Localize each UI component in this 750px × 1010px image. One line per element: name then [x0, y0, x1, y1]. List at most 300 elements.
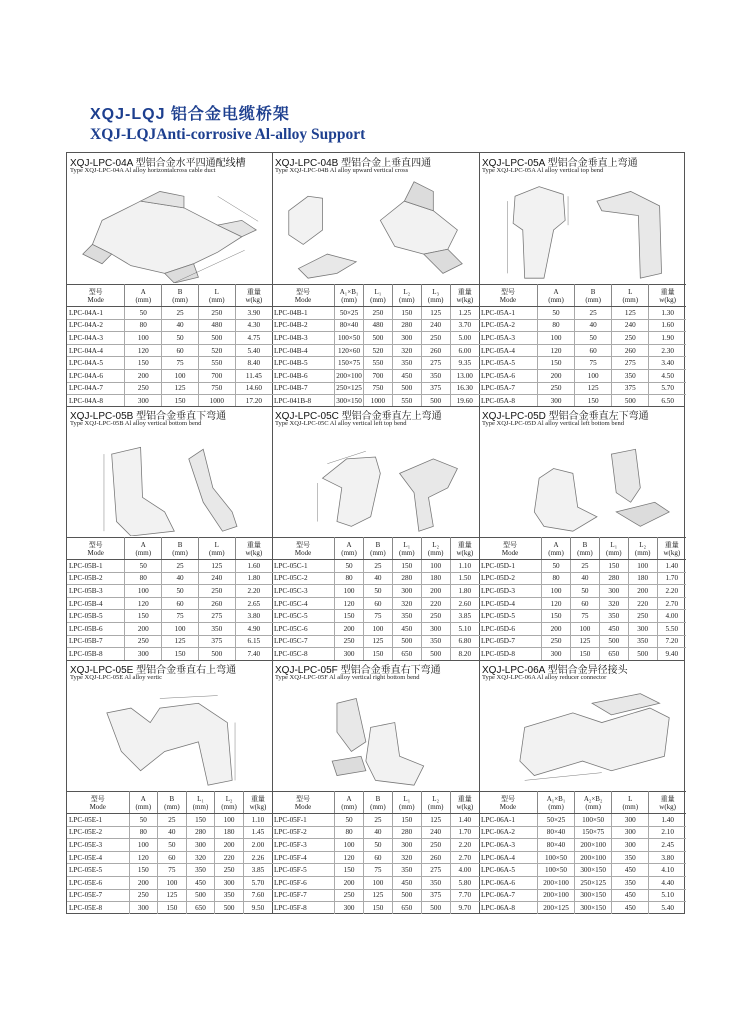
- model-cell: LPC-04B-7: [272, 382, 335, 395]
- table-row: [479, 319, 686, 332]
- model-cell: LPC-04A-2: [67, 319, 125, 332]
- value-cell: 80×40: [537, 826, 574, 839]
- value-cell: 125: [421, 814, 450, 827]
- header-label: 重量: [246, 287, 261, 296]
- spec-table: [272, 537, 479, 660]
- value-cell: 50: [537, 307, 574, 320]
- header-label: A: [140, 794, 146, 803]
- spec-header-cell: [129, 792, 158, 814]
- product-panel: [272, 406, 479, 660]
- value-cell: 150: [129, 864, 158, 877]
- spec-header-cell: [335, 792, 364, 814]
- value-cell: 100: [628, 560, 657, 573]
- value-cell: 280: [392, 319, 421, 332]
- header-unit: Mode: [87, 295, 104, 304]
- spec-header-cell: [657, 538, 686, 560]
- header-unit: w(kg): [245, 295, 263, 304]
- value-cell: 7.60: [243, 889, 272, 902]
- value-cell: 350: [392, 357, 421, 370]
- value-cell: 2.65: [235, 597, 272, 610]
- value-cell: 9.70: [450, 902, 479, 914]
- panel-title: XQJ-LPC-05F 型铝合金垂直右下弯通: [275, 665, 441, 676]
- table-row: [67, 307, 272, 320]
- header-unit: (mm): [585, 295, 601, 304]
- model-cell: LPC-05E-7: [67, 889, 129, 902]
- value-cell: 500: [392, 889, 421, 902]
- model-cell: LPC-06A-8: [479, 902, 537, 914]
- value-cell: 40: [363, 826, 392, 839]
- value-cell: 125: [421, 307, 450, 320]
- header-label: A: [346, 540, 352, 549]
- value-cell: 260: [612, 344, 649, 357]
- header-label: L₁: [403, 794, 411, 803]
- value-cell: 520: [363, 344, 392, 357]
- value-cell: 300: [612, 839, 649, 852]
- header-label: 重量: [457, 287, 472, 296]
- header-unit: (mm): [606, 548, 622, 557]
- model-cell: LPC-04B-2: [272, 319, 335, 332]
- value-cell: 125: [575, 382, 612, 395]
- value-cell: 350: [612, 851, 649, 864]
- value-cell: 500: [421, 395, 450, 406]
- header-label: 型号: [296, 794, 311, 803]
- value-cell: 120: [542, 597, 571, 610]
- spec-table: [479, 284, 686, 406]
- model-cell: LPC-05B-4: [67, 597, 125, 610]
- model-cell: LPC-05E-6: [67, 876, 129, 889]
- value-cell: 4.90: [235, 622, 272, 635]
- spec-header-cell: [649, 285, 686, 307]
- value-cell: 500: [363, 332, 392, 345]
- value-cell: 320: [599, 597, 628, 610]
- value-cell: 450: [612, 889, 649, 902]
- value-cell: 80: [537, 319, 574, 332]
- spec-header-cell: [421, 285, 450, 307]
- value-cell: 500: [186, 889, 215, 902]
- value-cell: 200: [542, 622, 571, 635]
- value-cell: 100: [158, 876, 187, 889]
- value-cell: 150: [570, 648, 599, 660]
- model-cell: LPC-05D-1: [479, 560, 542, 573]
- spec-header-row: [272, 792, 479, 814]
- value-cell: 500: [421, 648, 450, 660]
- header-unit: Mode: [89, 802, 106, 811]
- header-label: L₂: [639, 540, 647, 549]
- product-illustration: [272, 430, 479, 536]
- table-row: [67, 585, 272, 598]
- value-cell: 5.10: [649, 889, 686, 902]
- value-cell: 2.60: [450, 597, 479, 610]
- value-cell: 250: [612, 332, 649, 345]
- model-cell: LPC-04A-3: [67, 332, 125, 345]
- model-cell: LPC-05B-7: [67, 635, 125, 648]
- table-row: [67, 864, 272, 877]
- value-cell: 5.50: [657, 622, 686, 635]
- value-cell: 75: [575, 357, 612, 370]
- value-cell: 450: [392, 369, 421, 382]
- table-row: [479, 357, 686, 370]
- header-unit: (mm): [548, 295, 564, 304]
- spec-table: [67, 791, 272, 914]
- model-cell: LPC-05A-1: [479, 307, 537, 320]
- header-label: 重量: [660, 794, 675, 803]
- value-cell: 5.00: [450, 332, 479, 345]
- table-row: [272, 307, 479, 320]
- table-row: [272, 597, 479, 610]
- value-cell: 1.25: [450, 307, 479, 320]
- spec-header-cell: [67, 792, 129, 814]
- value-cell: 40: [575, 319, 612, 332]
- spec-header-cell: [198, 538, 235, 560]
- value-cell: 50: [542, 560, 571, 573]
- value-cell: 4.10: [649, 864, 686, 877]
- model-cell: LPC-05F-5: [272, 864, 335, 877]
- value-cell: 50: [129, 814, 158, 827]
- value-cell: 350: [421, 635, 450, 648]
- table-row: [479, 622, 686, 635]
- header-unit: Mode: [499, 295, 517, 304]
- panel-title: XQJ-LPC-06A 型铝合金异径接头: [482, 665, 628, 676]
- header-unit: (mm): [341, 548, 357, 557]
- value-cell: 250: [421, 332, 450, 345]
- model-cell: LPC-06A-5: [479, 864, 537, 877]
- value-cell: 150: [392, 560, 421, 573]
- value-cell: 450: [186, 876, 215, 889]
- table-row: [272, 851, 479, 864]
- value-cell: 300: [186, 839, 215, 852]
- value-cell: 260: [198, 597, 235, 610]
- header-unit: w(kg): [659, 802, 677, 811]
- value-cell: 100×50: [575, 814, 612, 827]
- value-cell: 500: [421, 902, 450, 914]
- value-cell: 100: [542, 585, 571, 598]
- table-row: [272, 319, 479, 332]
- table-row: [479, 635, 686, 648]
- model-cell: LPC-06A-4: [479, 851, 537, 864]
- value-cell: 40: [158, 826, 187, 839]
- value-cell: 80: [125, 572, 162, 585]
- product-panel: [479, 406, 686, 660]
- page-header: [90, 104, 365, 145]
- table-row: [479, 839, 686, 852]
- model-cell: LPC-04B-6: [272, 369, 335, 382]
- table-row: [67, 814, 272, 827]
- panel-subtitle: Type XQJ-LPC-05C Al alloy vertical left top bend: [275, 420, 407, 427]
- value-cell: 300: [215, 876, 244, 889]
- table-row: [67, 876, 272, 889]
- header-label: B: [169, 794, 175, 803]
- value-cell: 200×125: [537, 902, 574, 914]
- table-row: [67, 648, 272, 660]
- spec-header-cell: [235, 285, 272, 307]
- header-label: 重量: [250, 794, 265, 803]
- table-row: [272, 902, 479, 914]
- model-cell: LPC-05F-2: [272, 826, 335, 839]
- value-cell: 50: [363, 839, 392, 852]
- model-cell: LPC-05B-3: [67, 585, 125, 598]
- value-cell: 550: [198, 357, 235, 370]
- value-cell: 250: [363, 307, 392, 320]
- value-cell: 50×25: [335, 307, 364, 320]
- panel-title: XQJ-LPC-04B 型铝合金上垂直四通: [275, 158, 432, 169]
- spec-header-cell: [599, 538, 628, 560]
- value-cell: 320: [392, 344, 421, 357]
- spec-header-cell: [235, 538, 272, 560]
- value-cell: 6.00: [450, 344, 479, 357]
- value-cell: 200: [537, 369, 574, 382]
- value-cell: 650: [599, 648, 628, 660]
- value-cell: 750: [198, 382, 235, 395]
- value-cell: 180: [421, 572, 450, 585]
- value-cell: 350: [186, 864, 215, 877]
- header-label: A₁×B₁: [339, 287, 359, 296]
- spec-header-row: [67, 792, 272, 814]
- header-label: 型号: [500, 794, 515, 803]
- value-cell: 3.70: [450, 319, 479, 332]
- value-cell: 80×40: [537, 839, 574, 852]
- product-panel: [272, 153, 479, 406]
- header-unit: (mm): [135, 802, 152, 811]
- value-cell: 700: [363, 369, 392, 382]
- model-cell: LPC-05A-8: [479, 395, 537, 406]
- header-unit: (mm): [370, 295, 386, 304]
- product-illustration: [272, 177, 479, 283]
- value-cell: 500: [198, 332, 235, 345]
- model-cell: LPC-05A-5: [479, 357, 537, 370]
- spec-header-cell: [479, 285, 537, 307]
- product-panel: [67, 153, 272, 406]
- value-cell: 200: [129, 876, 158, 889]
- page-title-en: XQJ-LQJAnti-corrosive Al-alloy Support: [90, 126, 366, 143]
- header-unit: (mm): [164, 802, 180, 811]
- header-unit: (mm): [370, 802, 386, 811]
- model-cell: LPC-05C-1: [272, 560, 335, 573]
- header-unit: w(kg): [245, 548, 263, 557]
- header-label: L₂: [225, 794, 233, 803]
- value-cell: 180: [215, 826, 244, 839]
- value-cell: 150: [575, 395, 612, 406]
- header-unit: (mm): [622, 802, 639, 811]
- model-cell: LPC-04B-4: [272, 344, 335, 357]
- model-cell: LPC-05A-6: [479, 369, 537, 382]
- header-label: B: [375, 794, 381, 803]
- header-unit: (mm): [135, 548, 152, 557]
- value-cell: 375: [421, 382, 450, 395]
- model-cell: LPC-05E-5: [67, 864, 129, 877]
- model-cell: LPC-05A-4: [479, 344, 537, 357]
- model-cell: LPC-05F-1: [272, 814, 335, 827]
- value-cell: 150: [186, 814, 215, 827]
- spec-table: [67, 284, 272, 406]
- value-cell: 300×150: [575, 864, 612, 877]
- product-panel: [479, 660, 686, 914]
- value-cell: 1.10: [450, 560, 479, 573]
- value-cell: 50×25: [537, 814, 574, 827]
- value-cell: 80: [335, 572, 364, 585]
- table-row: [67, 332, 272, 345]
- value-cell: 500: [198, 648, 235, 660]
- value-cell: 60: [158, 851, 187, 864]
- value-cell: 260: [421, 344, 450, 357]
- spec-header-row: [272, 538, 479, 560]
- value-cell: 200×100: [335, 369, 364, 382]
- value-cell: 17.20: [235, 395, 272, 406]
- value-cell: 320: [186, 851, 215, 864]
- value-cell: 350: [421, 369, 450, 382]
- value-cell: 125: [612, 307, 649, 320]
- value-cell: 350: [215, 889, 244, 902]
- header-unit: (mm): [172, 548, 188, 557]
- value-cell: 4.75: [235, 332, 272, 345]
- value-cell: 2.70: [450, 851, 479, 864]
- value-cell: 100: [575, 369, 612, 382]
- value-cell: 100: [162, 369, 199, 382]
- value-cell: 450: [392, 622, 421, 635]
- model-cell: LPC-05E-1: [67, 814, 129, 827]
- value-cell: 200×100: [575, 839, 612, 852]
- spec-header-cell: [450, 792, 479, 814]
- value-cell: 150: [125, 610, 162, 623]
- value-cell: 250: [125, 635, 162, 648]
- panel-title: XQJ-LPC-05D 型铝合金垂直左下弯通: [482, 411, 649, 422]
- value-cell: 80: [542, 572, 571, 585]
- model-cell: LPC-05F-6: [272, 876, 335, 889]
- value-cell: 300: [542, 648, 571, 660]
- value-cell: 300: [612, 826, 649, 839]
- value-cell: 300×150: [575, 902, 612, 914]
- panel-subtitle: Type XQJ-LPC-06A Al alloy reducer connector: [482, 674, 607, 681]
- value-cell: 120×60: [335, 344, 364, 357]
- spec-header-cell: [272, 285, 335, 307]
- header-unit: (mm): [427, 548, 444, 557]
- value-cell: 4.50: [649, 369, 686, 382]
- value-cell: 200×100: [537, 889, 574, 902]
- value-cell: 150: [158, 902, 187, 914]
- header-label: B: [177, 287, 183, 296]
- header-unit: Mode: [294, 802, 312, 811]
- value-cell: 300: [599, 585, 628, 598]
- table-row: [67, 622, 272, 635]
- value-cell: 25: [363, 814, 392, 827]
- spec-header-row: [479, 538, 686, 560]
- value-cell: 8.40: [235, 357, 272, 370]
- spec-header-cell: [162, 538, 199, 560]
- value-cell: 240: [612, 319, 649, 332]
- table-row: [67, 889, 272, 902]
- value-cell: 14.60: [235, 382, 272, 395]
- value-cell: 1.40: [657, 560, 686, 573]
- value-cell: 250×125: [335, 382, 364, 395]
- value-cell: 275: [421, 864, 450, 877]
- table-row: [272, 864, 479, 877]
- table-row: [479, 864, 686, 877]
- value-cell: 125: [363, 889, 392, 902]
- value-cell: 375: [421, 889, 450, 902]
- header-unit: w(kg): [456, 295, 474, 304]
- value-cell: 16.30: [450, 382, 479, 395]
- value-cell: 4.40: [649, 876, 686, 889]
- product-illustration: [479, 684, 686, 790]
- header-label: L: [214, 287, 219, 296]
- panel-subtitle: Type XQJ-LPC-05D Al alloy vertical left bottom bend: [482, 420, 624, 427]
- spec-header-cell: [392, 538, 421, 560]
- panel-subtitle: Type XQJ-LPC-05A Al alloy vertical top bend: [482, 167, 604, 174]
- value-cell: 120: [125, 344, 162, 357]
- value-cell: 4.00: [450, 864, 479, 877]
- table-row: [272, 357, 479, 370]
- value-cell: 150: [125, 357, 162, 370]
- value-cell: 5.80: [450, 876, 479, 889]
- model-cell: LPC-05A-7: [479, 382, 537, 395]
- spec-header-cell: [612, 285, 649, 307]
- spec-header-cell: [67, 285, 125, 307]
- table-row: [272, 395, 479, 406]
- panel-subtitle: Type XQJ-LPC-05E Al alloy vertic: [70, 674, 162, 681]
- value-cell: 1.30: [649, 307, 686, 320]
- table-row: [272, 332, 479, 345]
- value-cell: 11.45: [235, 369, 272, 382]
- value-cell: 300: [125, 648, 162, 660]
- header-label: B: [582, 540, 588, 549]
- spec-header-cell: [335, 538, 364, 560]
- value-cell: 100×50: [335, 332, 364, 345]
- value-cell: 300: [628, 622, 657, 635]
- value-cell: 25: [158, 814, 187, 827]
- header-unit: w(kg): [659, 295, 677, 304]
- spec-header-row: [67, 285, 272, 307]
- value-cell: 100: [335, 585, 364, 598]
- value-cell: 280: [392, 572, 421, 585]
- model-cell: LPC-041B-8: [272, 395, 335, 406]
- spec-header-cell: [335, 285, 364, 307]
- value-cell: 480: [363, 319, 392, 332]
- product-illustration: [67, 430, 272, 536]
- table-row: [67, 610, 272, 623]
- header-unit: w(kg): [456, 548, 474, 557]
- value-cell: 250: [215, 864, 244, 877]
- value-cell: 75: [363, 610, 392, 623]
- panel-title: XQJ-LPC-05C 型铝合金垂直左上弯通: [275, 411, 442, 422]
- spec-header-cell: [363, 538, 392, 560]
- table-row: [67, 635, 272, 648]
- model-cell: LPC-05B-5: [67, 610, 125, 623]
- header-label: 重量: [457, 540, 472, 549]
- header-label: 型号: [90, 794, 105, 803]
- spec-table: [479, 537, 686, 660]
- value-cell: 100: [125, 585, 162, 598]
- value-cell: 5.40: [649, 902, 686, 914]
- value-cell: 250: [198, 307, 235, 320]
- header-unit: (mm): [221, 802, 237, 811]
- spec-header-row: [67, 538, 272, 560]
- model-cell: LPC-04B-3: [272, 332, 335, 345]
- value-cell: 80×40: [335, 319, 364, 332]
- value-cell: 500: [612, 395, 649, 406]
- model-cell: LPC-05E-4: [67, 851, 129, 864]
- model-cell: LPC-04A-4: [67, 344, 125, 357]
- spec-header-cell: [450, 538, 479, 560]
- value-cell: 450: [599, 622, 628, 635]
- model-cell: LPC-04A-8: [67, 395, 125, 406]
- header-unit: (mm): [341, 802, 357, 811]
- header-label: A: [140, 287, 146, 296]
- table-row: [272, 814, 479, 827]
- value-cell: 520: [198, 344, 235, 357]
- value-cell: 150: [542, 610, 571, 623]
- value-cell: 180: [628, 572, 657, 585]
- spec-header-cell: [125, 285, 162, 307]
- model-cell: LPC-04B-5: [272, 357, 335, 370]
